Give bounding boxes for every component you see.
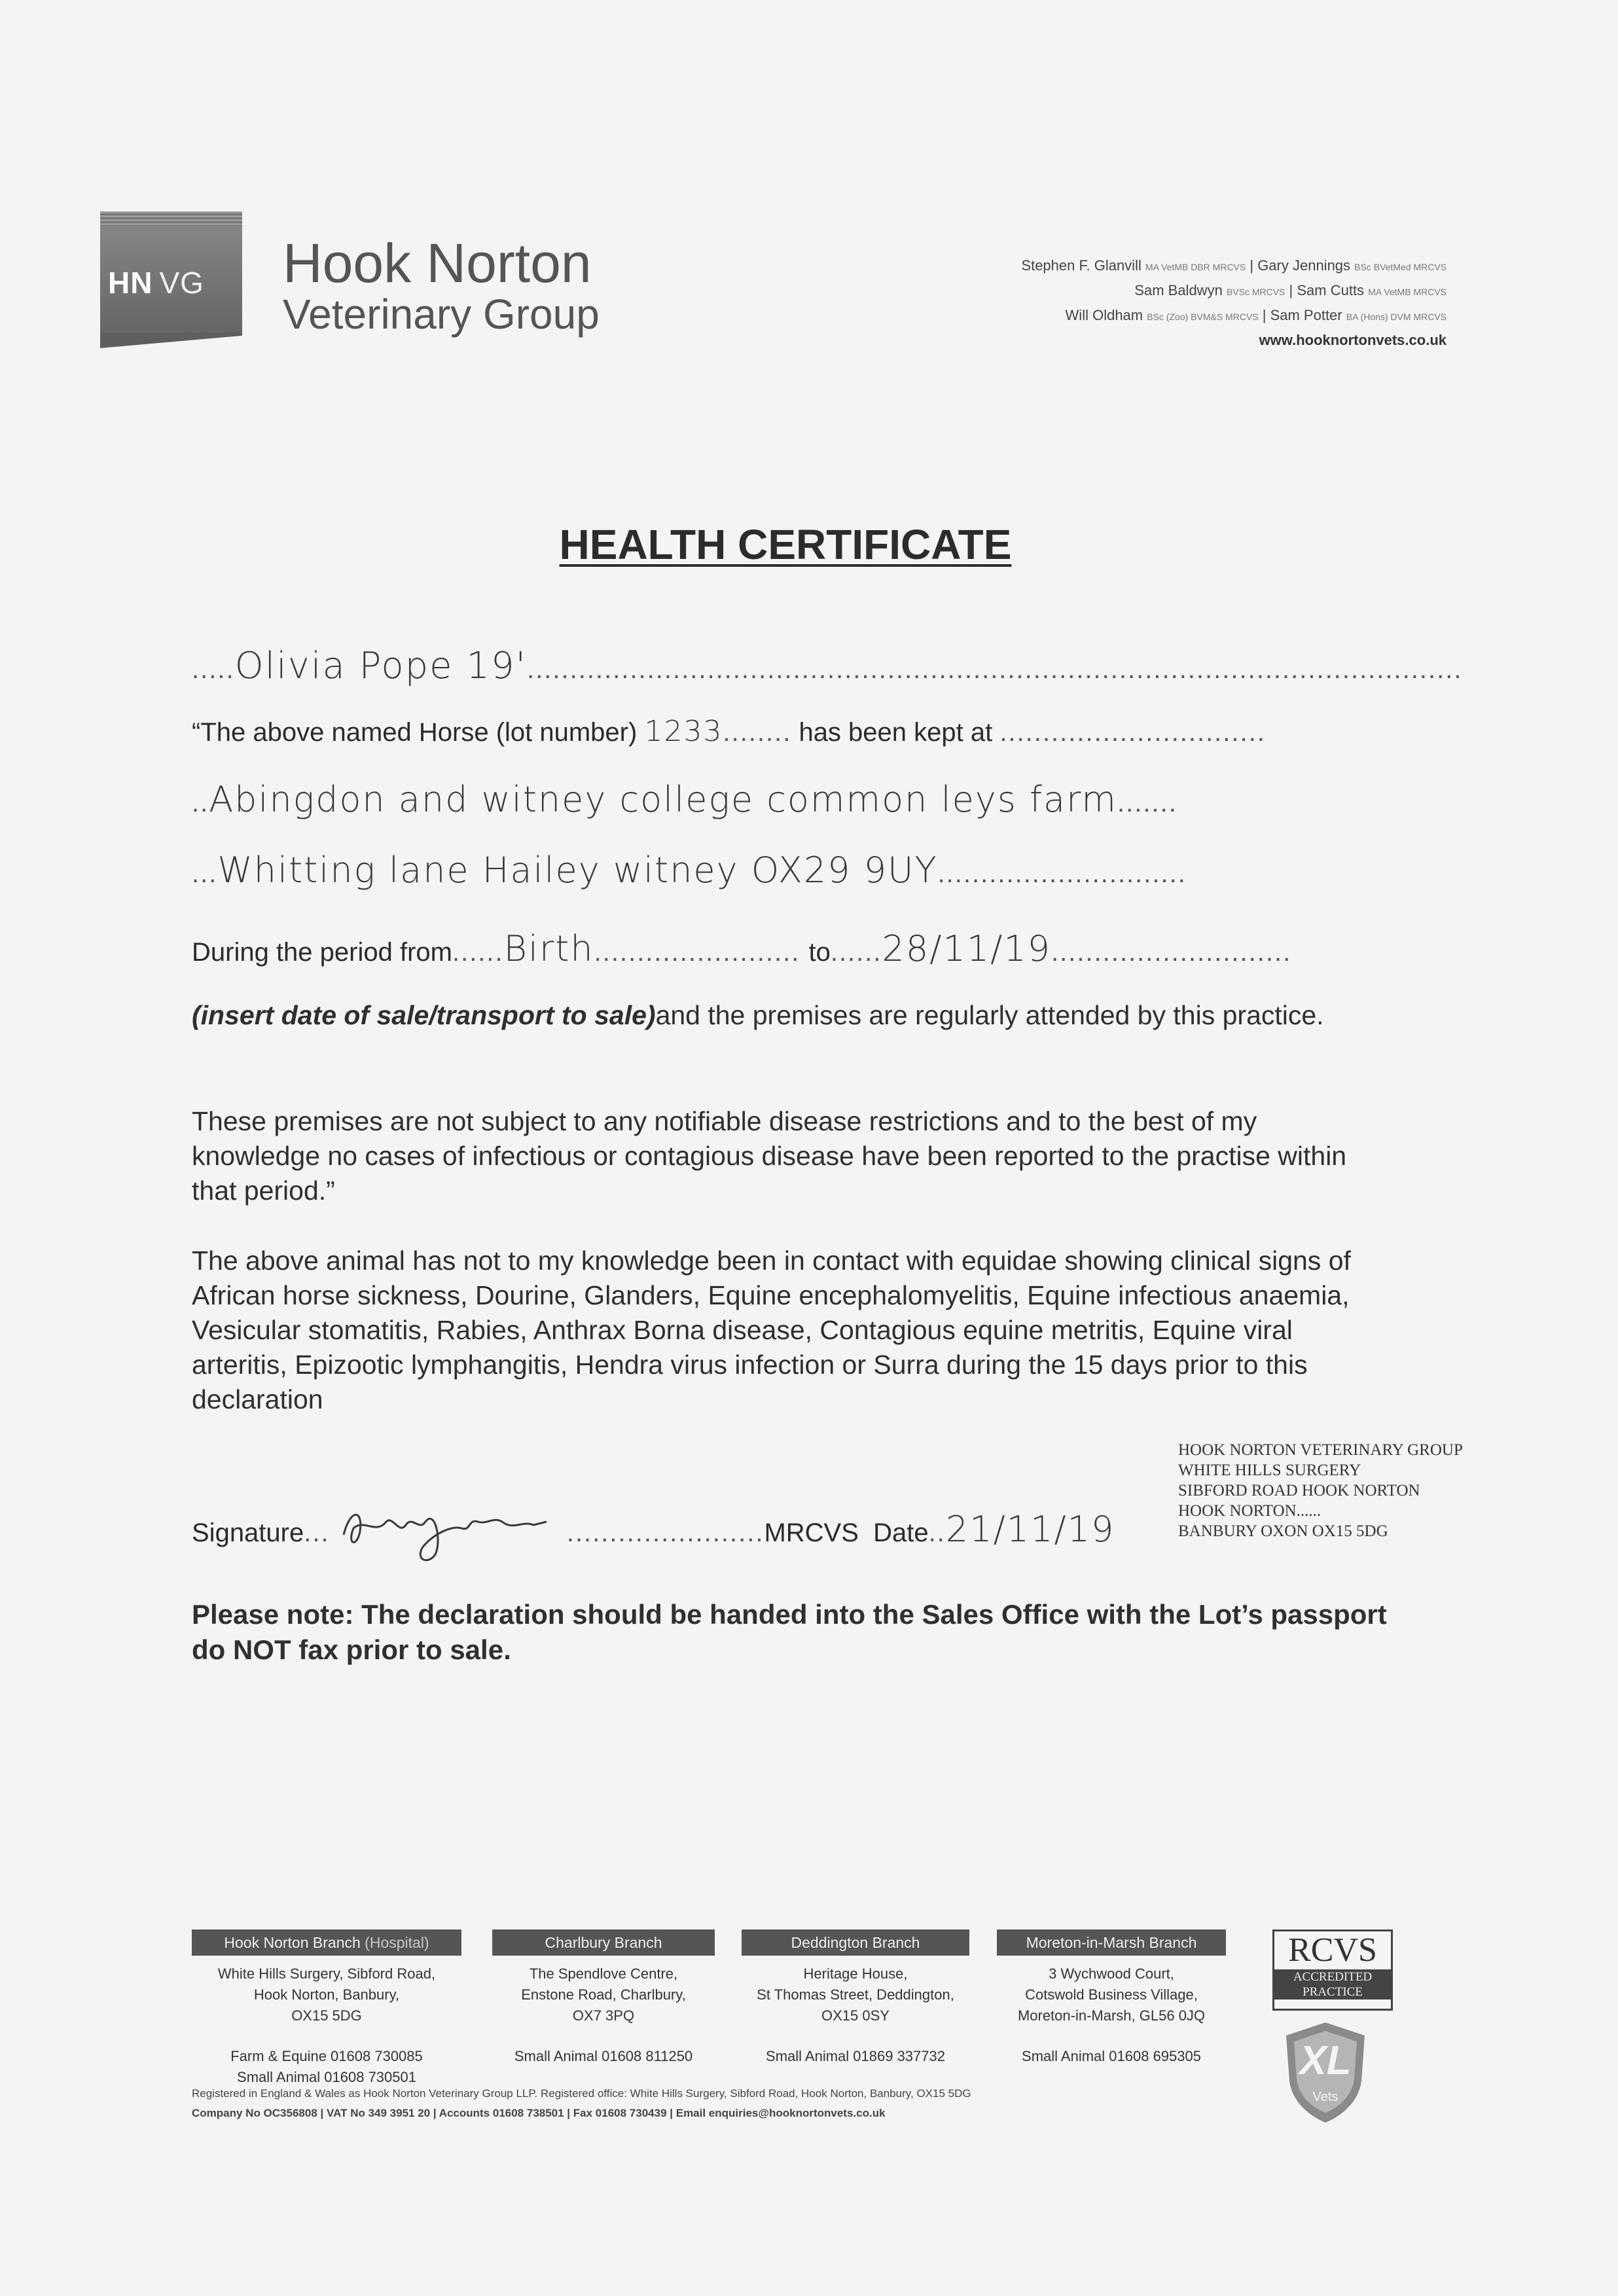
partner-quals: BVSc MRCVS bbox=[1226, 287, 1285, 297]
branch-header: Moreton-in-Marsh Branch bbox=[997, 1929, 1226, 1956]
logo-abbr-vg: VG bbox=[159, 266, 204, 300]
partner-quals: BSc (Zoo) BVM&S MRCVS bbox=[1147, 312, 1259, 322]
horse-name-row bbox=[192, 645, 1462, 687]
please-note: Please note: The declaration should be handed into the Sales Office with the Lot’s passport do NOT fax prior to sale. bbox=[192, 1599, 1387, 1665]
branch-address: Hook Norton, Banbury, bbox=[253, 1986, 400, 2003]
legal-footer bbox=[192, 2084, 1304, 2123]
dots: ............................................................................................................. bbox=[527, 655, 1463, 684]
lot-number: 1233 bbox=[644, 715, 723, 748]
address-line-1-row bbox=[192, 779, 1178, 820]
address-line-1: Abingdon and witney college common leys farm bbox=[209, 779, 1118, 820]
partners-list bbox=[857, 254, 1447, 351]
signature-row bbox=[192, 1496, 1115, 1568]
branch-address: The Spendlove Centre, bbox=[529, 1965, 678, 1982]
period-to: 28/11/19 bbox=[882, 928, 1052, 969]
branch-header: Charlbury Branch bbox=[492, 1929, 715, 1956]
logo-stripe bbox=[100, 211, 242, 226]
dots: ... bbox=[192, 859, 218, 888]
partner-name: Sam Baldwyn bbox=[1134, 282, 1223, 298]
practice-logo-mark bbox=[100, 211, 242, 359]
disease-contact-paragraph: The above animal has not to my knowledge been in contact with equidae showing clinical signs of African horse sickness, Dourine, Glanders, Equine encephalomyelitis, Equine infectious anaemia, Vesicular stomatitis, Rabies, Anthrax Borna disease, Contagious equine metritis, Equine viral arteritis, Epizootic lymphangitis, Hendra virus infection or Surra during the 15 days prior to this declaration bbox=[192, 1246, 1351, 1414]
dots: ...... bbox=[830, 938, 882, 967]
stamp-line: HOOK NORTON VETERINARY GROUP bbox=[1178, 1441, 1463, 1459]
insert-date-note: (insert date of sale/transport to sale) bbox=[192, 1000, 656, 1030]
branch-charlbury bbox=[492, 1929, 715, 2067]
partner-quals: BSc BVetMed MRCVS bbox=[1354, 262, 1447, 272]
branch-address: Enstone Road, Charlbury, bbox=[521, 1986, 686, 2003]
document-title: HEALTH CERTIFICATE bbox=[559, 521, 1012, 568]
branch-hook-norton bbox=[192, 1929, 461, 2088]
logo-base bbox=[100, 332, 242, 359]
dots: ........ bbox=[723, 718, 792, 747]
attendance-text: and the premises are regularly attended by this practice. bbox=[655, 1000, 1324, 1030]
dots: ............................. bbox=[937, 859, 1187, 888]
partner-name: Will Oldham bbox=[1065, 307, 1143, 323]
lot-row bbox=[192, 715, 1266, 748]
branch-address: OX15 5DG bbox=[291, 2007, 362, 2024]
branch-deddington bbox=[742, 1929, 969, 2067]
logo-abbr bbox=[108, 265, 204, 300]
branch-phone: Small Animal 01869 337732 bbox=[766, 2048, 945, 2064]
branch-phone: Small Animal 01608 695305 bbox=[1022, 2048, 1201, 2064]
branch-name: Hook Norton Branch bbox=[224, 1934, 361, 1951]
stamp-line: HOOK NORTON...... bbox=[1178, 1502, 1321, 1520]
rcvs-sub: ACCREDITED PRACTICE bbox=[1274, 1969, 1391, 2000]
branch-address: Heritage House, bbox=[803, 1965, 908, 1982]
dots: ...... bbox=[452, 938, 504, 967]
branch-address: OX7 3PQ bbox=[572, 2007, 635, 2024]
branch-header: Deddington Branch bbox=[742, 1929, 969, 1956]
stamp-line: WHITE HILLS SURGERY bbox=[1178, 1462, 1361, 1479]
partner-name: Stephen F. Glanvill bbox=[1021, 257, 1142, 274]
kept-at-label: has been kept at bbox=[791, 718, 1000, 747]
dots: ... bbox=[304, 1518, 330, 1547]
logo-abbr-hn: HN bbox=[108, 266, 153, 300]
date-label: Date bbox=[873, 1518, 929, 1547]
partner-quals: MA VetMB MRCVS bbox=[1368, 287, 1447, 297]
dots: ....................... bbox=[566, 1518, 764, 1547]
partners-row-3: Will Oldham BSc (Zoo) BVM&S MRCVS | Sam Potter BA (Hons) DVM MRCVS bbox=[1065, 307, 1447, 323]
partners-row-1: Stephen F. Glanvill MA VetMB DBR MRCVS | Gary Jennings BSc BVetMed MRCVS bbox=[1021, 257, 1447, 274]
dots: ............................... bbox=[999, 718, 1266, 747]
website-link: www.hooknortonvets.co.uk bbox=[1259, 332, 1447, 348]
partner-name: Sam Cutts bbox=[1297, 282, 1365, 298]
branch-tag: (Hospital) bbox=[365, 1934, 429, 1951]
dots: ..... bbox=[192, 655, 235, 684]
dots: .. bbox=[192, 789, 209, 817]
xl-text: XL bbox=[1299, 2038, 1352, 2083]
address-line-2: Whitting lane Hailey witney OX29 9UY bbox=[217, 850, 938, 891]
rcvs-text: RCVS bbox=[1288, 1931, 1377, 1969]
branch-address: Cotswold Business Village, bbox=[1025, 1986, 1198, 2003]
branch-phone: Small Animal 01608 811250 bbox=[514, 2048, 693, 2064]
dots: .. bbox=[928, 1518, 946, 1547]
branch-address: Moreton-in-Marsh, GL56 0JQ bbox=[1017, 2007, 1206, 2024]
sale-date-paragraph bbox=[192, 998, 1390, 1033]
partners-row-2: Sam Baldwyn BVSc MRCVS | Sam Cutts MA VetMB MRCVS bbox=[1134, 282, 1447, 298]
legal-company-info: Company No OC356808 | VAT No 349 3951 20 | Accounts 01608 738501 | Fax 01608 730439 | Email enquiries@hooknortonvets.co.uk bbox=[192, 2107, 886, 2119]
lot-prefix: “The above named Horse (lot number) bbox=[192, 718, 645, 747]
dots: ............................ bbox=[1051, 938, 1292, 967]
branch-phone: Farm & Equine 01608 730085 bbox=[230, 2048, 423, 2064]
branch-address: OX15 0SY bbox=[821, 2007, 890, 2024]
signature-label: Signature bbox=[192, 1518, 304, 1547]
branch-moreton bbox=[997, 1929, 1226, 2067]
period-from: Birth bbox=[503, 928, 594, 969]
stamp-line: BANBURY OXON OX15 5DG bbox=[1178, 1522, 1388, 1540]
partner-name: Sam Potter bbox=[1270, 307, 1342, 323]
practice-name: Hook Norton bbox=[283, 232, 592, 294]
xl-sub: Vets bbox=[1312, 2090, 1339, 2104]
branch-header bbox=[192, 1929, 461, 1956]
practice-subtitle: Veterinary Group bbox=[283, 291, 600, 338]
partner-quals: BA (Hons) DVM MRCVS bbox=[1346, 312, 1447, 322]
rcvs-accredited-logo bbox=[1272, 1929, 1393, 2011]
signature-date: 21/11/19 bbox=[945, 1509, 1115, 1550]
period-to-label: to bbox=[808, 938, 831, 967]
vet-signature bbox=[337, 1496, 560, 1568]
horse-name: Olivia Pope 19' bbox=[234, 645, 528, 687]
restrictions-paragraph: These premises are not subject to any notifiable disease restrictions and to the best of my knowledge no cases of infectious or contagious disease have been reported to the practise within that period.” bbox=[192, 1106, 1347, 1206]
partner-name: Gary Jennings bbox=[1257, 257, 1351, 274]
period-row bbox=[192, 928, 1291, 969]
branch-address: 3 Wychwood Court, bbox=[1049, 1965, 1174, 1982]
dots: ........................ bbox=[594, 938, 809, 967]
branch-address: White Hills Surgery, Sibford Road, bbox=[217, 1965, 436, 1982]
dots: ....... bbox=[1117, 789, 1178, 817]
period-label: During the period from bbox=[192, 938, 452, 967]
branch-phone: Small Animal 01608 730501 bbox=[237, 2069, 416, 2085]
practice-stamp bbox=[1178, 1440, 1463, 1541]
legal-registration: Registered in England & Wales as Hook Norton Veterinary Group LLP. Registered office: White Hills Surgery, Sibford Road, Hook Norton, Banbury, OX15 5DG bbox=[192, 2087, 971, 2100]
mrcvs-label: MRCVS bbox=[764, 1518, 859, 1547]
partner-quals: MA VetMB DBR MRCVS bbox=[1145, 262, 1246, 272]
address-line-2-row bbox=[192, 850, 1187, 891]
stamp-line: SIBFORD ROAD HOOK NORTON bbox=[1178, 1482, 1420, 1499]
branch-address: St Thomas Street, Deddington, bbox=[757, 1986, 954, 2003]
